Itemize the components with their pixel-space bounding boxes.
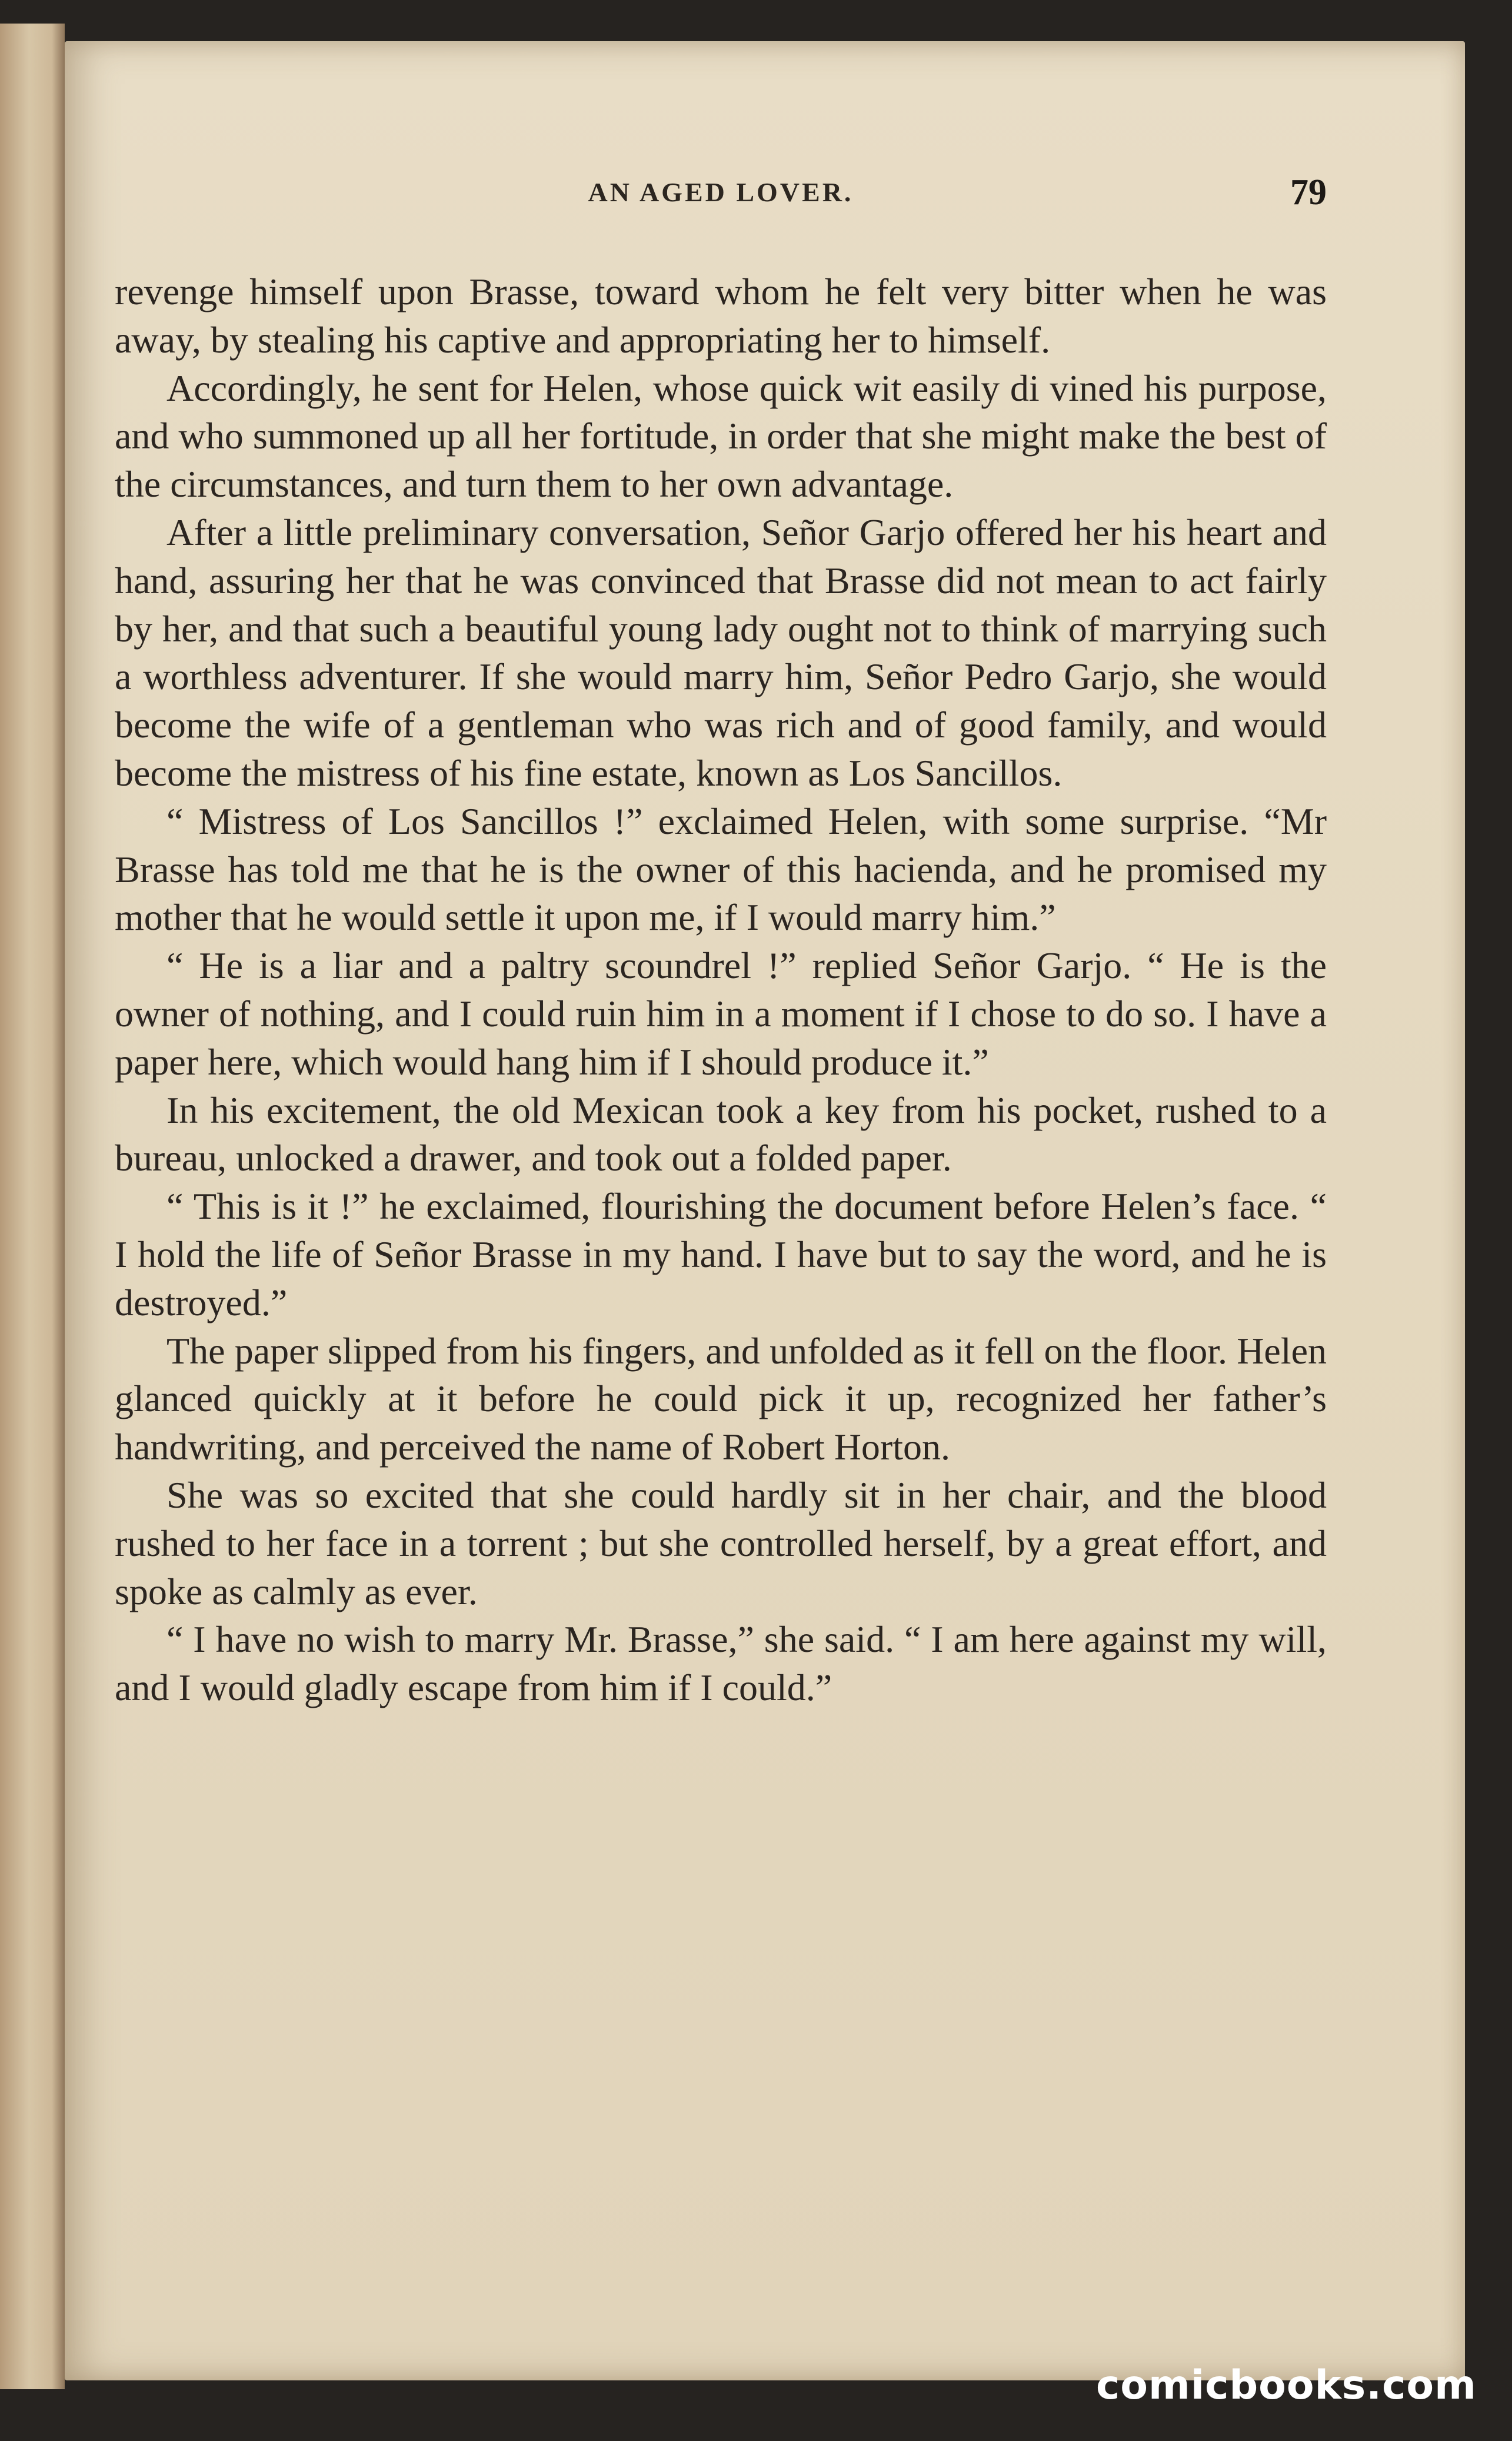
body-text: [115, 268, 1327, 1712]
watermark: comicbooks.com: [1095, 2362, 1477, 2409]
paragraph-5: “ He is a liar and a paltry scoundrel !” replied Señor Garjo. “ He is the owner of nothing, and I could ruin him in a moment if I chose to do so. I have a paper here, which would hang him if I should produce it.”: [115, 945, 1327, 1083]
paragraph-4: “ Mistress of Los Sancillos !” exclaimed Helen, with some surprise. “Mr Brasse has told me that he is the owner of this hacienda, and he promised my mother that he would settle it upon me, if I would marry him.”: [115, 800, 1327, 939]
page-number: 79: [1290, 172, 1327, 212]
paragraph-8: The paper slipped from his fingers, and unfolded as it fell on the floor. Helen glanced quickly at it before he could pick it up, recognized her father’s handwriting, and perceived the name of Robert Horton.: [115, 1329, 1327, 1468]
paragraph-6: In his excitement, the old Mexican took a key from his pocket, rushed to a bureau, unlocked a drawer, and took out a folded paper.: [115, 1089, 1327, 1179]
paragraph-9: She was so excited that she could hardly sit in her chair, and the blood rushed to her face in a torrent ; but she controlled herself, by a great effort, and spoke as calmly as ever.: [115, 1474, 1327, 1612]
page-header: [115, 172, 1327, 224]
paragraph-2: Accordingly, he sent for Helen, whose quick wit easily di vined his purpose, and who summoned up all her fortitude, in order that she might make the best of the circumstances, and turn them to her own advantage.: [115, 367, 1327, 506]
paragraph-10: “ I have no wish to marry Mr. Brasse,” she said. “ I am here against my will, and I would gladly escape from him if I could.”: [115, 1618, 1327, 1709]
paragraph-7: “ This is it !” he exclaimed, flourishing the document before Helen’s face. “ I hold the life of Señor Brasse in my hand. I have but to say the word, and he is destroyed.”: [115, 1185, 1327, 1323]
paragraph-1: revenge himself upon Brasse, toward whom he felt very bitter when he was away, by stealing his captive and appropriating her to himself.: [115, 271, 1327, 361]
running-head: AN AGED LOVER.: [588, 177, 854, 207]
paragraph-3: After a little preliminary conversation, Señor Garjo offered her his heart and hand, assuring her that he was convinced that Brasse did not mean to act fairly by her, and that such a beautiful young lady ought not to think of marrying such a worthless adventurer. If she would marry him, Señor Pedro Garjo, she would become the wife of a gentleman who was rich and of good family, and would become the mistress of his fine estate, known as Los Sancillos.: [115, 511, 1327, 794]
left-page-edge: [0, 24, 65, 2389]
